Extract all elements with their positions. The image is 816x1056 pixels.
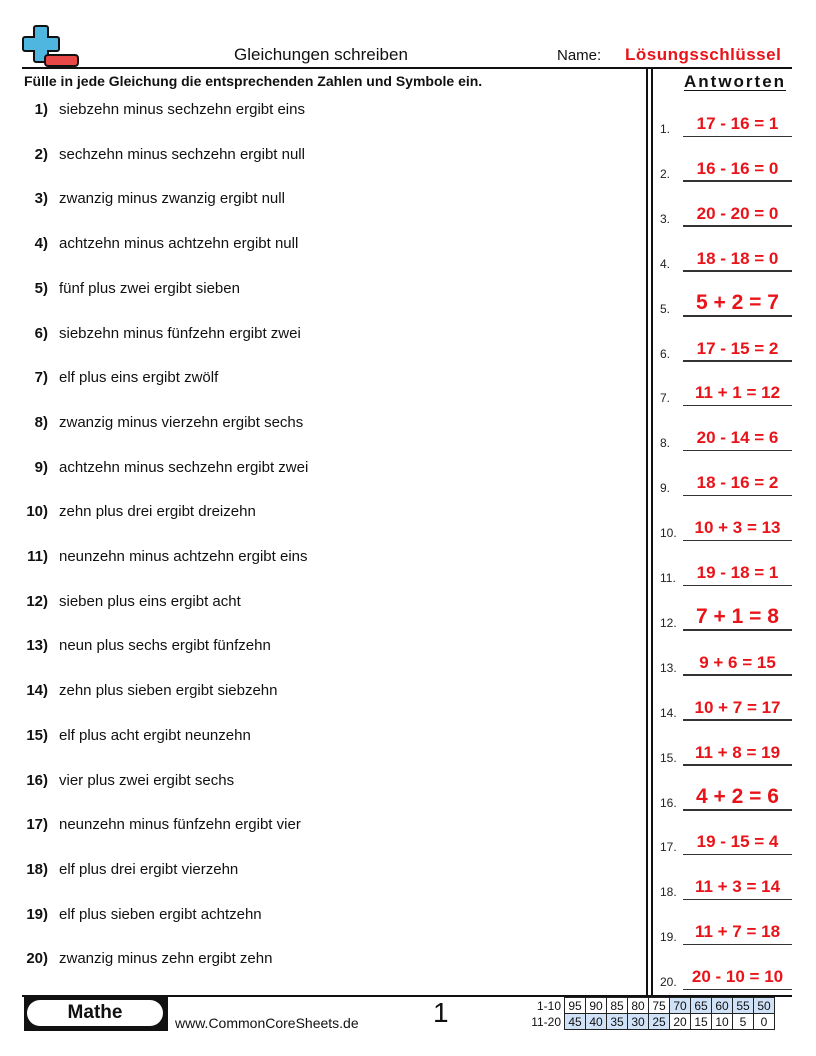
answer-line [683,315,792,317]
answer-item [660,825,792,855]
question-text: sieben plus eins ergibt acht [59,592,241,610]
answer-text: 4 + 2 = 6 [696,784,779,808]
answer-line [683,944,792,946]
score-row [528,998,775,1014]
worksheet-title: Gleichungen schreiben [234,45,408,64]
answer-number: 5. [660,301,671,316]
answer-text: 10 + 3 = 13 [694,518,781,538]
question-number: 20) [26,950,48,968]
answer-number: 1. [660,122,671,136]
page-number: 1 [433,997,449,1028]
answer-number: 9. [660,481,671,496]
answer-line [683,495,792,497]
score-cell: 25 [649,1014,670,1030]
question-item [0,280,600,300]
question-text: siebzehn minus sechzehn ergibt eins [59,101,305,118]
question-text: vier plus zwei ergibt sechs [59,771,235,789]
answer-line [683,405,792,407]
question-text: neunzehn minus fünfzehn ergibt vier [59,816,301,834]
question-text: fünf plus zwei ergibt sieben [59,279,240,297]
column-divider [646,69,648,996]
answer-text: 17 - 16 = 1 [696,114,779,133]
answer-text: 10 + 7 = 17 [694,697,781,717]
answer-item [660,466,792,496]
instructions: Fülle in jede Gleichung die entsprechenden Zahlen und Symbole ein. [24,73,483,89]
answer-item [660,332,792,362]
question-number: 11) [27,548,48,565]
score-cell: 10 [712,1014,733,1030]
answer-line [683,809,792,811]
question-number: 3) [34,190,48,208]
header-rule [22,67,792,69]
answer-text: 9 + 6 = 15 [699,652,776,672]
answer-text: 7 + 1 = 8 [696,604,779,628]
question-number: 6) [34,324,48,342]
question-item [0,190,600,210]
question-text: achtzehn minus achtzehn ergibt null [59,235,299,253]
answer-number: 10. [660,526,677,541]
score-cell: 65 [691,998,712,1014]
answer-line [683,899,792,901]
question-number: 8) [34,413,48,431]
question-number: 16) [26,771,48,789]
answer-text: 18 - 16 = 2 [696,473,779,493]
question-text: siebzehn minus fünfzehn ergibt zwei [59,324,301,342]
score-row-label: 1-10 [536,998,561,1013]
question-text: neunzehn minus achtzehn ergibt eins [59,548,308,565]
answer-text: 11 + 1 = 12 [694,383,781,403]
question-item [0,906,600,926]
question-text: elf plus drei ergibt vierzehn [59,860,239,878]
question-text: zehn plus drei ergibt dreizehn [59,503,256,521]
answer-number: 2. [660,166,671,181]
answer-line [683,136,792,138]
answer-text: 20 - 14 = 6 [696,428,779,448]
answer-number: 12. [660,615,677,630]
score-cell: 80 [628,998,649,1014]
score-cell: 35 [607,1014,628,1030]
question-item [0,101,600,121]
question-item [0,593,600,613]
answer-text: 19 - 15 = 4 [696,832,779,852]
answer-line [683,989,792,991]
answer-number: 16. [660,795,677,810]
score-cell: 95 [565,998,586,1014]
question-item [0,950,600,970]
answer-line [683,854,792,856]
answer-item [660,511,792,541]
question-number: 7) [34,369,48,387]
answer-text: 11 + 3 = 14 [694,877,781,897]
question-item [0,772,600,792]
question-number: 9) [34,458,48,476]
answer-number: 4. [660,256,671,271]
answer-item [660,556,792,586]
answer-line [683,360,792,362]
score-cell: 55 [733,998,754,1014]
answer-number: 7. [660,391,671,406]
question-item [0,414,600,434]
question-item [0,503,600,523]
question-text: elf plus sieben ergibt achtzehn [59,905,262,923]
answer-item [660,376,792,406]
answer-line [683,450,792,452]
name-value: Lösungsschlüssel [625,45,782,64]
answer-item [660,421,792,451]
score-row [528,1014,775,1030]
answer-item [660,691,792,721]
answer-item [660,646,792,676]
question-number: 13) [26,637,48,655]
score-cell: 90 [586,998,607,1014]
score-cell: 85 [607,998,628,1014]
answer-number: 19. [660,930,677,945]
question-text: sechzehn minus sechzehn ergibt null [59,145,305,163]
score-cell: 30 [628,1014,649,1030]
brand-label: Mathe [27,1000,163,1026]
answer-line [683,180,792,182]
score-cell: 50 [754,998,775,1014]
answer-item [660,152,792,182]
question-text: elf plus eins ergibt zwölf [59,369,219,387]
question-number: 18) [26,860,48,878]
score-table [528,997,775,1030]
score-cell: 15 [691,1014,712,1030]
question-item [0,816,600,836]
answer-item [660,736,792,766]
plus-minus-logo-icon [22,24,80,68]
score-cell: 45 [565,1014,586,1030]
answer-line [683,674,792,676]
question-number: 4) [34,235,48,253]
column-divider [651,69,653,996]
answer-number: 15. [660,750,677,765]
score-cell: 5 [733,1014,754,1030]
answer-text: 20 - 10 = 10 [691,967,784,987]
question-item [0,325,600,345]
answer-number: 3. [660,211,671,226]
answer-text: 5 + 2 = 7 [696,290,779,314]
question-item [0,369,600,389]
answer-line [683,225,792,227]
question-number: 1) [34,101,48,118]
question-item [0,727,600,747]
site-url: www.CommonCoreSheets.de [175,1015,359,1031]
answer-item [660,781,792,811]
score-cell: 40 [586,1014,607,1030]
answer-line [683,629,792,631]
question-text: elf plus acht ergibt neunzehn [59,726,251,744]
question-text: zwanzig minus vierzehn ergibt sechs [59,413,304,431]
question-number: 14) [26,682,48,700]
answer-item [660,601,792,631]
answer-item [660,915,792,945]
question-number: 10) [26,503,48,521]
question-item [0,146,600,166]
answer-text: 16 - 16 = 0 [696,158,779,178]
answer-text: 20 - 20 = 0 [696,203,779,223]
answer-text: 11 + 8 = 19 [694,742,781,762]
answer-text: 11 + 7 = 18 [694,922,781,942]
answer-item [660,960,792,990]
question-text: neun plus sechs ergibt fünfzehn [59,637,271,655]
answer-line [683,719,792,721]
score-row-label: 11-20 [531,1014,561,1029]
answer-item [660,197,792,227]
question-item [0,548,600,568]
answer-line [683,270,792,272]
question-text: zwanzig minus zwanzig ergibt null [59,190,285,208]
answer-number: 18. [660,885,677,900]
answer-item [660,870,792,900]
score-cell: 70 [670,998,691,1014]
answer-number: 20. [660,975,677,990]
answer-item [660,107,792,137]
answer-text: 19 - 18 = 1 [696,563,779,582]
question-item [0,459,600,479]
answer-item [660,287,792,317]
question-item [0,682,600,702]
answers-heading: Antworten [684,72,787,91]
answer-text: 18 - 18 = 0 [696,248,779,268]
answer-number: 6. [660,346,671,361]
score-cell: 60 [712,998,733,1014]
answer-number: 13. [660,660,677,675]
question-text: zehn plus sieben ergibt siebzehn [59,682,278,700]
answer-line [683,764,792,766]
name-label: Name: [557,47,602,64]
score-cell: 0 [754,1014,775,1030]
question-item [0,637,600,657]
question-item [0,235,600,255]
question-number: 2) [34,145,48,163]
answer-text: 17 - 15 = 2 [696,338,779,358]
score-cell: 20 [670,1014,691,1030]
answer-item [660,242,792,272]
question-text: zwanzig minus zehn ergibt zehn [59,950,273,968]
question-number: 5) [34,279,48,297]
question-number: 15) [26,726,48,744]
answer-line [683,585,792,587]
question-item [0,861,600,881]
question-number: 19) [26,905,48,923]
question-number: 12) [26,592,48,610]
answer-number: 8. [660,436,671,451]
question-text: achtzehn minus sechzehn ergibt zwei [59,458,309,476]
answer-number: 11. [660,571,676,585]
answer-number: 17. [660,840,677,855]
question-number: 17) [26,816,48,834]
answer-number: 14. [660,705,677,720]
score-cell: 75 [649,998,670,1014]
brand-badge [24,997,168,1031]
answer-line [683,540,792,542]
